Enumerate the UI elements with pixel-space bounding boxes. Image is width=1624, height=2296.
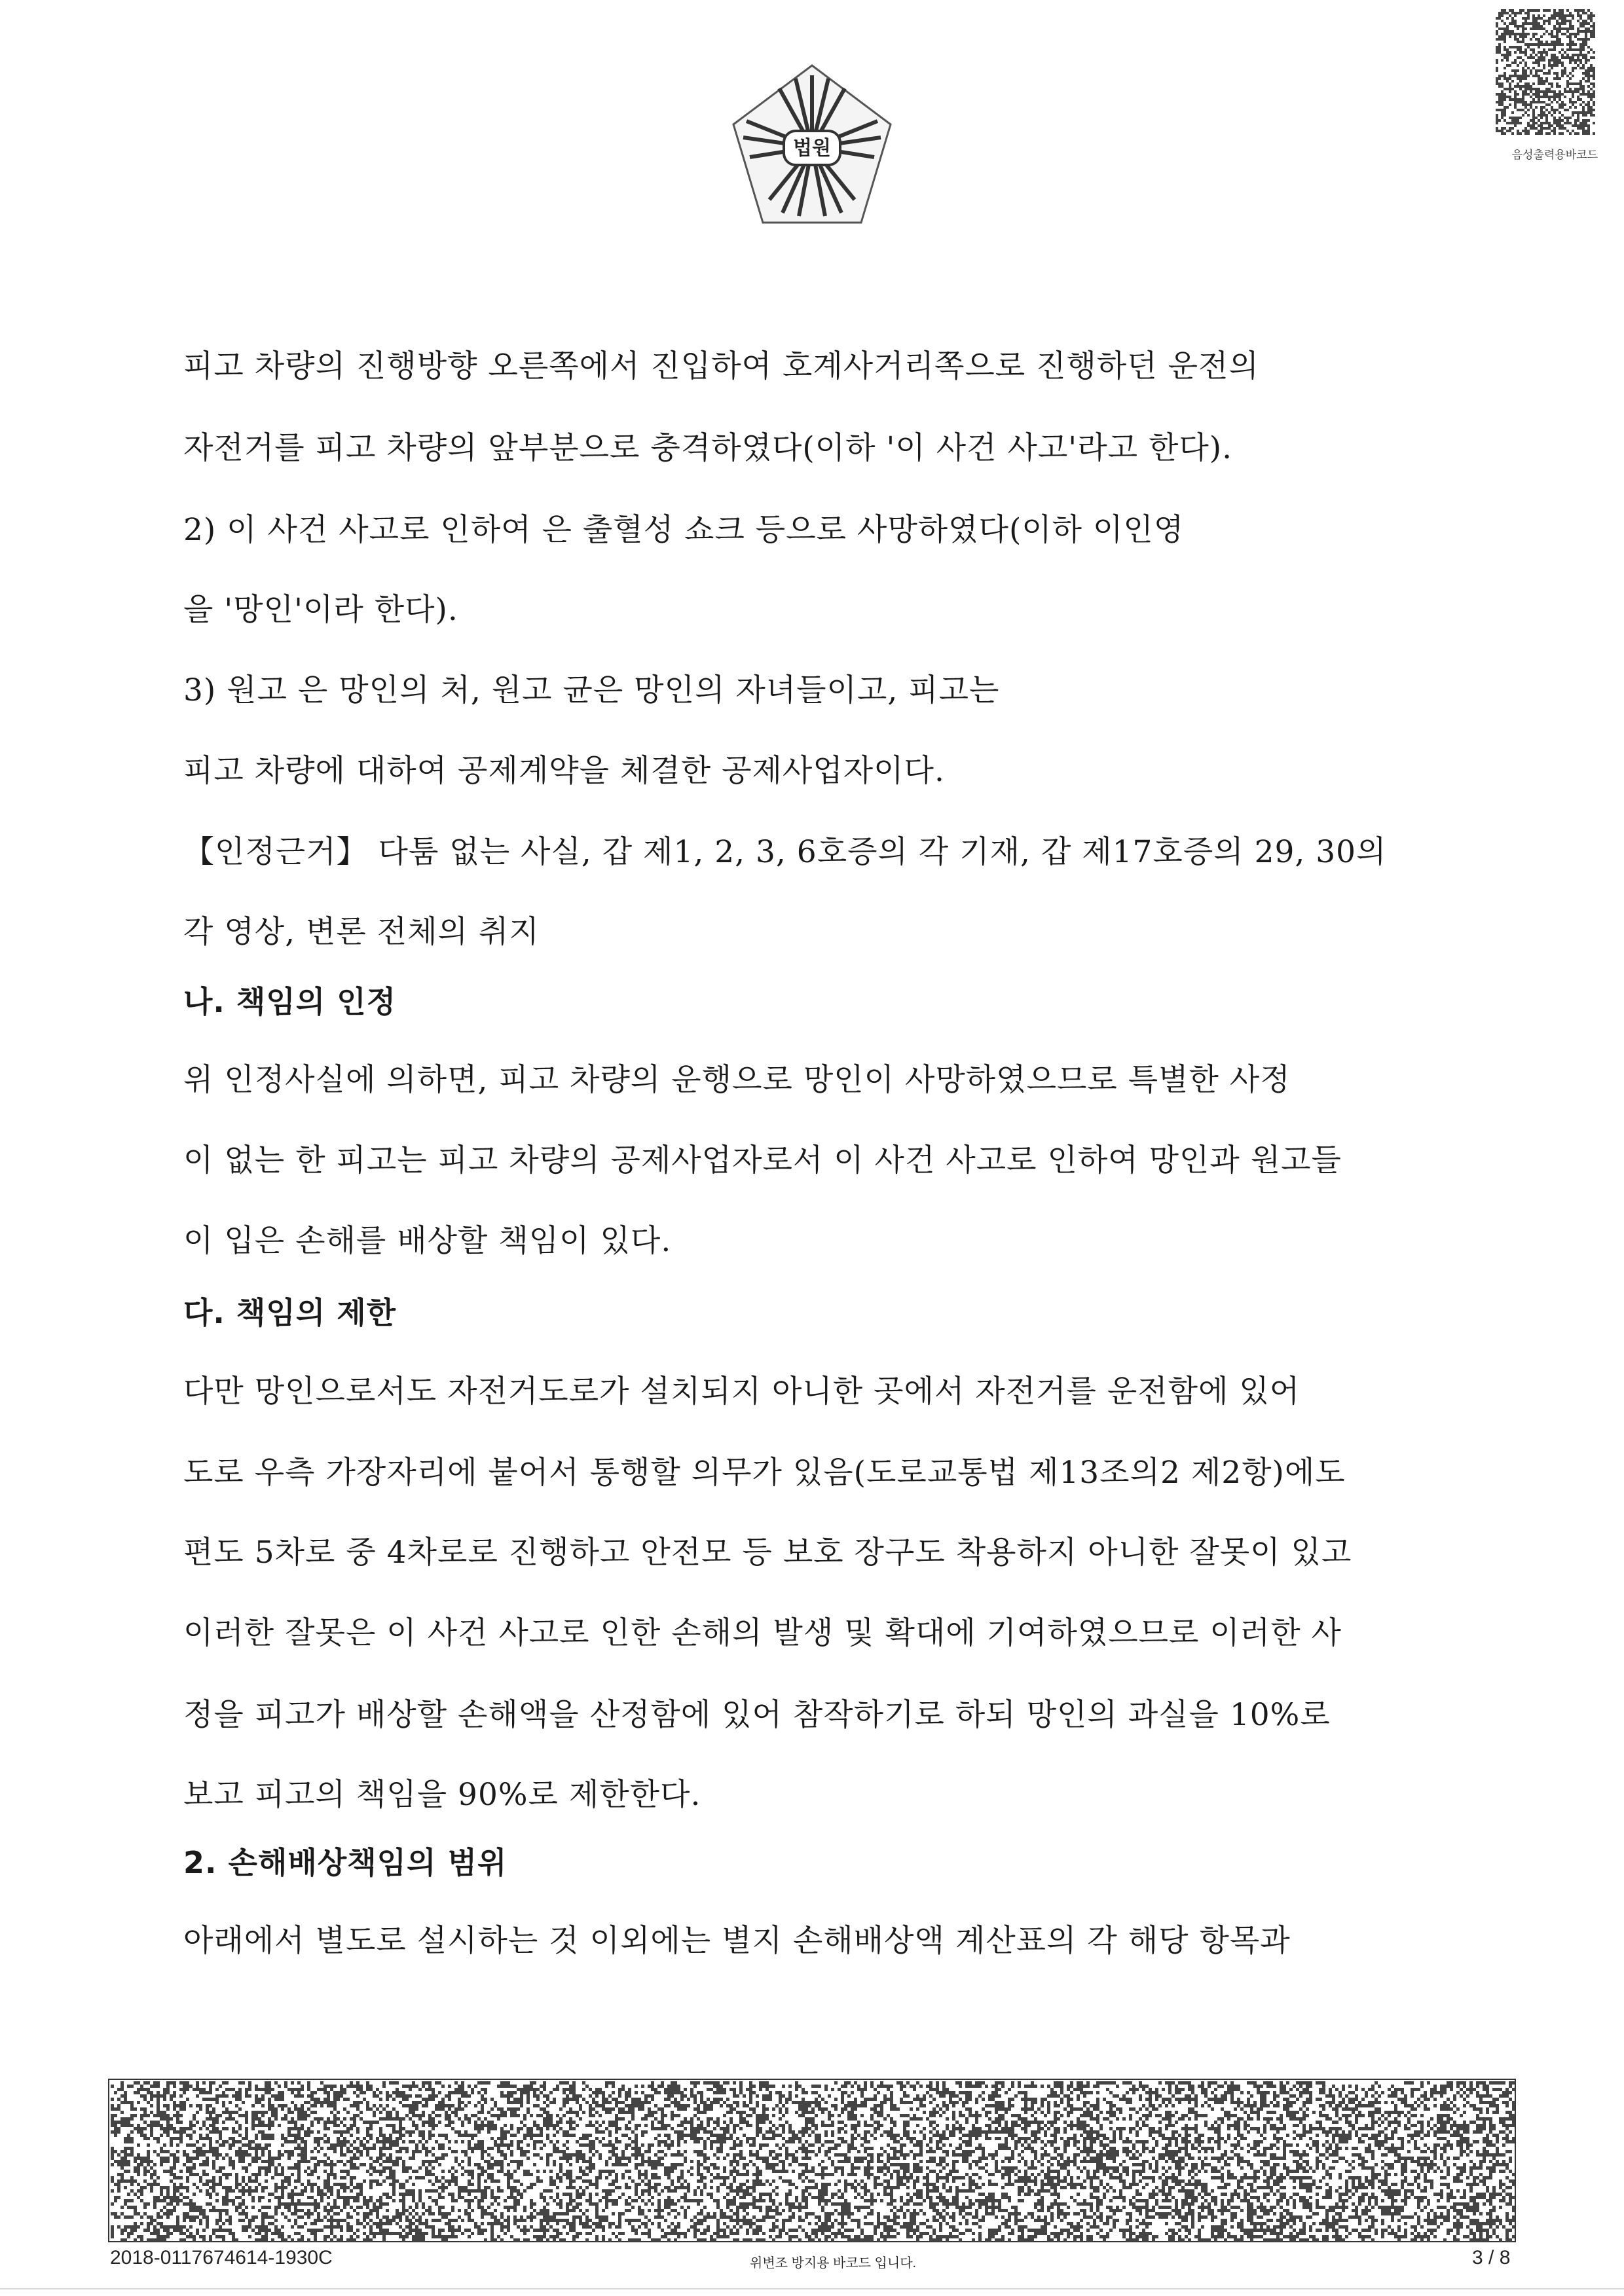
svg-text:법원: 법원 <box>793 137 831 160</box>
anti-forgery-barcode <box>108 2079 1516 2242</box>
text-line: 보고 피고의 책임을 90%로 제한한다. <box>183 1777 701 1813</box>
court-emblem-logo <box>724 59 900 236</box>
text-line: 피고 차량의 진행방향 오른쪽에서 진입하여 호계사거리쪽으로 진행하던 운전의 <box>183 348 1259 384</box>
text-line: 을 '망인'이라 한다). <box>183 592 458 628</box>
text-line: 이 입은 손해를 배상할 책임이 있다. <box>183 1223 672 1259</box>
page-number: 3 / 8 <box>1472 2247 1511 2269</box>
text-line: 피고 차량에 대하여 공제계약을 체결한 공제사업자이다. <box>183 753 945 789</box>
qr-label: 음성출력용바코드 <box>1511 149 1598 162</box>
qr-code-image <box>1493 7 1598 137</box>
text-line: 도로 우측 가장자리에 붙어서 통행할 의무가 있음(도로교통법 제13조의2 제2항)에도 <box>183 1455 1346 1491</box>
text-line: 정을 피고가 배상할 손해액을 산정함에 있어 참작하기로 하되 망인의 과실을 10%로 <box>183 1697 1331 1733</box>
section-heading: 다. 책임의 제한 <box>183 1295 397 1330</box>
document-number: 2018-0117674614-1930C <box>110 2247 333 2269</box>
section-heading: 나. 책임의 인정 <box>183 984 397 1019</box>
text-line: 3) 원고 은 망인의 처, 원고 균은 망인의 자녀들이고, 피고는 <box>183 672 1000 708</box>
text-line: 이러한 잘못은 이 사건 사고로 인한 손해의 발생 및 확대에 기여하였으므로 이러한 사 <box>183 1615 1342 1651</box>
barcode-notice: 위변조 방지용 바코드 입니다. <box>750 2256 917 2270</box>
text-line: 이 없는 한 피고는 피고 차량의 공제사업자로서 이 사건 사고로 인하여 망인과 원고들 <box>183 1142 1342 1178</box>
qr-code-block <box>1493 7 1598 170</box>
text-line: 【인정근거】 다툼 없는 사실, 갑 제1, 2, 3, 6호증의 각 기재, 갑 제17호증의 29, 30의 <box>183 834 1387 870</box>
text-line: 각 영상, 변론 전체의 취지 <box>183 914 540 950</box>
scan-edge-line <box>0 2288 1624 2289</box>
section-heading: 2. 손해배상책임의 범위 <box>183 1845 507 1880</box>
text-line: 편도 5차로 중 4차로로 진행하고 안전모 등 보호 장구도 착용하지 아니한 잘못이 있고 <box>183 1535 1352 1571</box>
text-line: 아래에서 별도로 설시하는 것 이외에는 별지 손해배상액 계산표의 각 해당 항목과 <box>183 1923 1291 1959</box>
text-line: 자전거를 피고 차량의 앞부분으로 충격하였다(이하 '이 사건 사고'라고 한다). <box>183 430 1233 466</box>
text-line: 2) 이 사건 사고로 인하여 은 출혈성 쇼크 등으로 사망하였다(이하 이인영 <box>183 512 1185 548</box>
text-line: 다만 망인으로서도 자전거도로가 설치되지 아니한 곳에서 자전거를 운전함에 있어 <box>183 1374 1301 1410</box>
text-line: 위 인정사실에 의하면, 피고 차량의 운행으로 망인이 사망하였으므로 특별한 사정 <box>183 1062 1291 1098</box>
